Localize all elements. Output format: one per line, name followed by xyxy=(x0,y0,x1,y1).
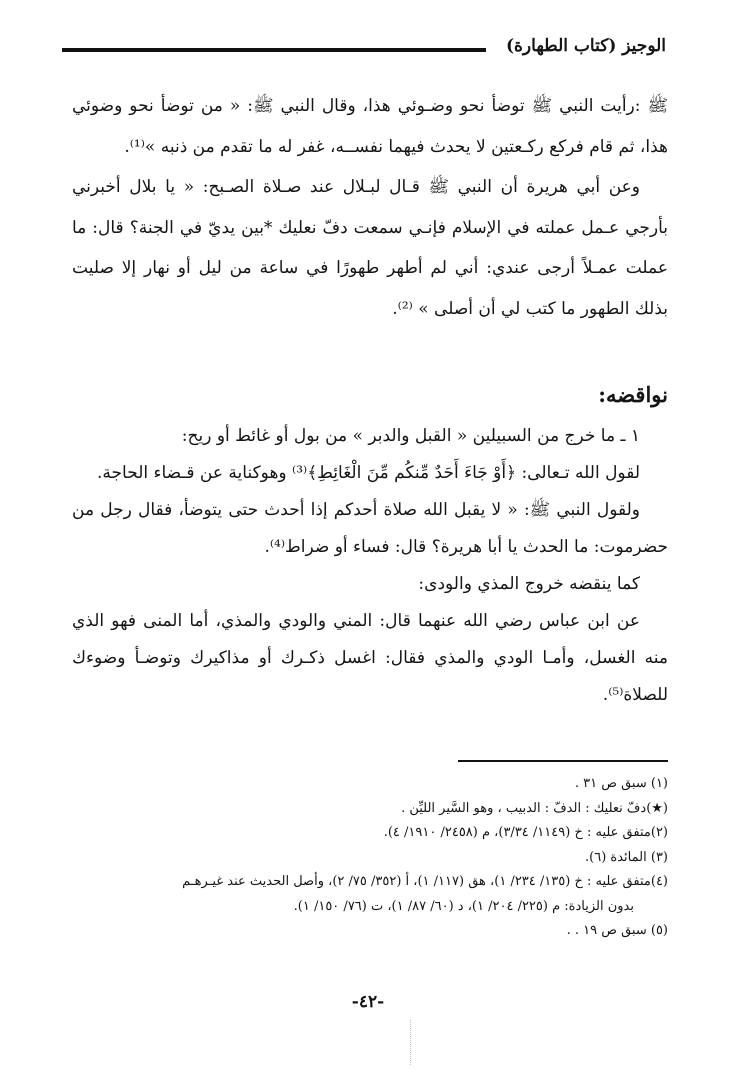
footnote-2: (٢)متفق عليه : خ (١١٤٩/ ٣/٣٤)، م (٢٤٥٨/ ١٩١٠/ ٤). xyxy=(383,825,668,840)
footnote-5: (٥) سبق ص ١٩ . . xyxy=(566,923,668,938)
paragraph-hadith-bilal: وعن أبي هريرة أن النبي ﷺ قـال لبـلال عند صـلاة الصـبح: « يا بلال أخبرني بأرجي عـمل عملته في الإسلام فإنـي سمعت دفّ نعليك *بين يديّ في الجنة؟ قال: ما عملت عمـلاً أرجى عندي: أني لم أطهر طهورًا في ساعة من ليل أو نهار إلا صليت بذلك الطهور ما كتب لي أن أصلى » ⁽²⁾. xyxy=(72,177,668,319)
paragraph-madhi-wadi: كما ينقضه خروج المذي والودى: xyxy=(418,574,640,594)
footnote-4: (٤)متفق عليه : خ (١٣٥/ ٢٣٤/ ١)، هق (١١٧/ ١)، أ (٣٥٢/ ٧٥/ ٢)، وأصل الحديث عند غيـرهـم xyxy=(182,874,668,889)
footnote-4-continued: بدون الزيادة: م (٢٢٥/ ٢٠٤/ ١)، د (٦٠/ ٨٧/ ١)، ت (٧٦/ ١٥٠/ ١). xyxy=(293,898,634,914)
paragraph-hadith-1: ﷺ :رأيت النبي ﷺ توضأ نحو وضـوئي هذا، وقال النبي ﷺ: « من توضأ نحو وضوئي هذا، ثم قام فركع ركـعتين لا يحدث فيهما نفســه، غفر له ما تقدم من ذنبه »⁽¹⁾. xyxy=(72,96,669,157)
footnote-3: (٣) المائدة (٦). xyxy=(585,849,668,865)
page-number: -٤٢- xyxy=(351,992,385,1012)
footnote-1: (١) سبق ص ٣١ . xyxy=(574,776,668,791)
paragraph-ibn-abbas: عن ابن عباس رضي الله عنهما قال: المني والودي والمذي، أما المنى فهو الذي منه الغسل، وأمـا الودي والمذي فقال: اغسل ذكـرك أو مذاكيرك وتوضـأ وضوءك للصلاة⁽⁵⁾. xyxy=(72,611,668,705)
section-heading-nullifiers: نواقضه: xyxy=(598,382,668,407)
paragraph-quran-evidence: لقول الله تـعالى: ﴿أَوْ جَاءَ أَحَدٌ مِّنكُم مِّنَ الْغَائِطِ﴾⁽³⁾ وهوكناية عن قـضاء الحاجة. xyxy=(97,463,640,483)
header-rule xyxy=(62,48,486,52)
section-wudu-hadiths xyxy=(72,86,668,329)
scan-margin-mark xyxy=(410,1020,412,1065)
section-nullifiers xyxy=(72,418,668,714)
running-header-title: الوجيز (كتاب الطهارة) xyxy=(505,36,666,56)
footnote-rule xyxy=(458,760,668,762)
footnotes xyxy=(72,772,668,944)
paragraph-hadith-hadath: ولقول النبي ﷺ: « لا يقبل الله صلاة أحدكم إذا أحدث حتى يتوضأ، فقال رجل من حضرموت: ما الحدث يا أبا هريرة؟ قال: فساء أو ضراط⁽⁴⁾. xyxy=(72,500,668,557)
list-item-nullifier-1: ١ ـ ما خرج من السبيلين « القبل والدبر » من بول أو غائط أو ريح: xyxy=(181,426,640,446)
footnote-star: (★)دفّ نعليك : الدفّ : الدبيب ، وهو السَّير الليِّن . xyxy=(401,800,668,816)
